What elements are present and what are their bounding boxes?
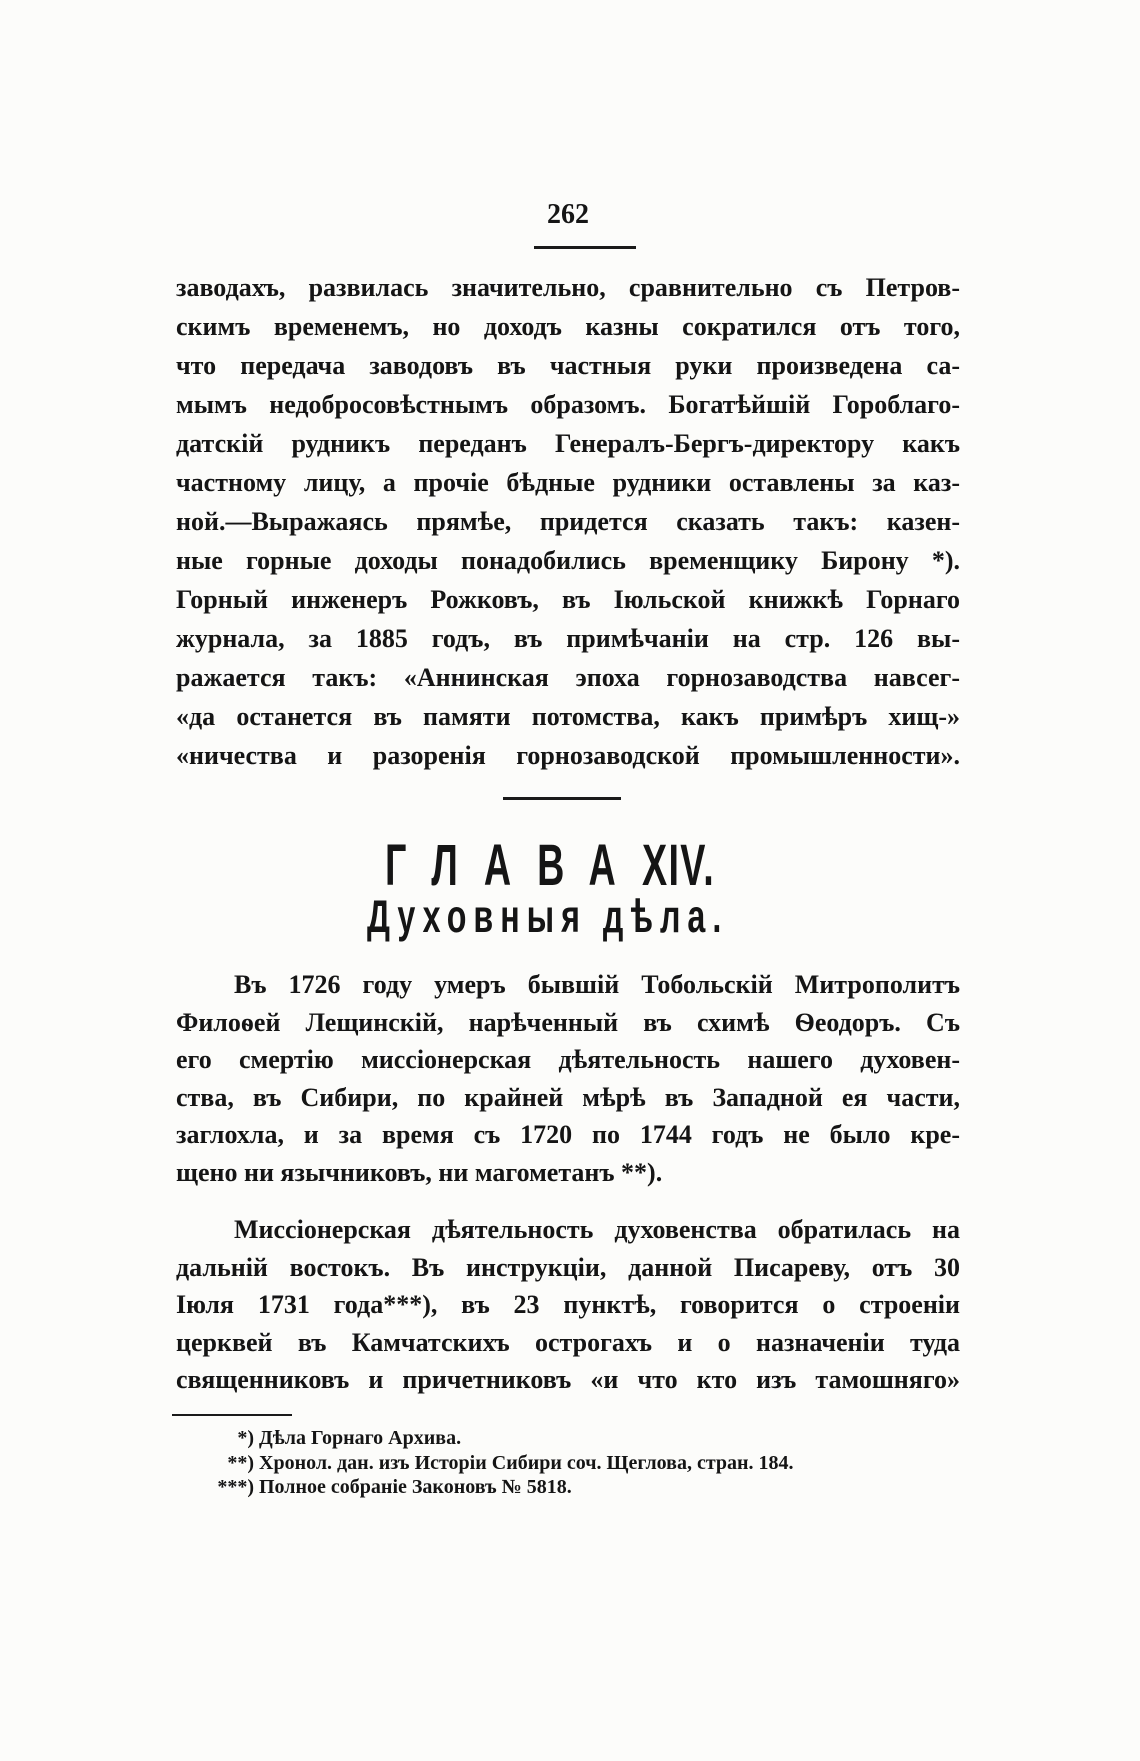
text-line: журнала, за 1885 годъ, въ примѣчаніи на стр. 126 вы- — [176, 624, 960, 653]
text-line: заглохла, и за время съ 1720 по 1744 годъ не было кре- — [176, 1120, 960, 1149]
chapter-label: ГЛАВА — [385, 833, 642, 898]
footnote-rule — [172, 1414, 292, 1416]
text-line: Въ 1726 году умеръ бывшій Тобольскій Митрополитъ — [234, 970, 960, 999]
continuation-paragraph — [176, 268, 960, 775]
footnote-mark: **) — [227, 1451, 254, 1474]
paragraph — [176, 966, 960, 1191]
text-line: Миссіонерская дѣятельность духовенства обратилась на — [234, 1215, 960, 1244]
text-line: скимъ временемъ, но доходъ казны сократился отъ того, — [176, 312, 960, 341]
footnote — [176, 1475, 936, 1500]
text-line: «да останется въ памяти потомства, какъ примѣръ хищ-» — [176, 702, 960, 731]
page-number: 262 — [547, 199, 589, 230]
footnotes — [176, 1426, 936, 1500]
text-line: частному лицу, а прочіе бѣдные рудники оставлены за каз- — [176, 468, 960, 497]
text-line: Филоѳей Лещинскій, нарѣченный въ схимѣ Ѳеодоръ. Съ — [176, 1007, 960, 1037]
page-number-rule — [534, 246, 636, 249]
footnote-text: Полное собраніе Законовъ № 5818. — [259, 1476, 572, 1498]
footnote-mark: ***) — [217, 1476, 254, 1498]
text-line: ные горные доходы понадобились временщику Бирону *). — [176, 546, 960, 575]
footnote-text: Дѣла Горнаго Архива. — [259, 1427, 462, 1449]
text-line: «ничества и разоренія горнозаводской промышленности». — [176, 741, 960, 770]
text-line: ражается такъ: «Аннинская эпоха горнозаводства навсег- — [176, 663, 960, 692]
text-line: датскій рудникъ переданъ Генералъ-Бергъ-директору какъ — [176, 429, 960, 458]
text-line: ной.—Выражаясь прямѣе, придется сказать такъ: казен- — [176, 507, 960, 536]
chapter-title: Духовныя дѣла. — [367, 890, 729, 942]
text-line: ства, въ Сибири, по крайней мѣрѣ въ Западной ея части, — [176, 1082, 960, 1112]
text-line: дальній востокъ. Въ инструкціи, данной Писареву, отъ 30 — [176, 1252, 960, 1282]
footnote-text: Хронол. дан. изъ Исторіи Сибири соч. Щеглова, стран. 184. — [259, 1451, 794, 1474]
paragraph — [176, 1211, 960, 1399]
footnote — [176, 1451, 936, 1476]
text-line: Іюля 1731 года***), въ 23 пунктѣ, говорится о строеніи — [176, 1290, 960, 1319]
text-line: щено ни язычниковъ, ни магометанъ **). — [176, 1157, 663, 1187]
text-line: церквей въ Камчатскихъ острогахъ и о назначеніи туда — [176, 1327, 960, 1357]
chapter-number: XIV. — [642, 833, 715, 898]
text-line: священниковъ и причетниковъ «и что кто изъ тамошняго» — [176, 1365, 960, 1394]
text-line: заводахъ, развилась значительно, сравнительно съ Петров- — [176, 273, 960, 302]
text-line: его смертію миссіонерская дѣятельность нашего духовен- — [176, 1045, 960, 1074]
text-line: мымъ недобросовѣстнымъ образомъ. Богатѣйшій Гороблаго- — [176, 390, 960, 419]
text-line: Горный инженеръ Рожковъ, въ Іюльской книжкѣ Горнаго — [176, 585, 960, 614]
section-divider — [503, 797, 621, 800]
text-line: что передача заводовъ въ частныя руки произведена са- — [176, 351, 960, 380]
footnote-mark: *) — [237, 1427, 254, 1449]
footnote — [176, 1426, 936, 1451]
